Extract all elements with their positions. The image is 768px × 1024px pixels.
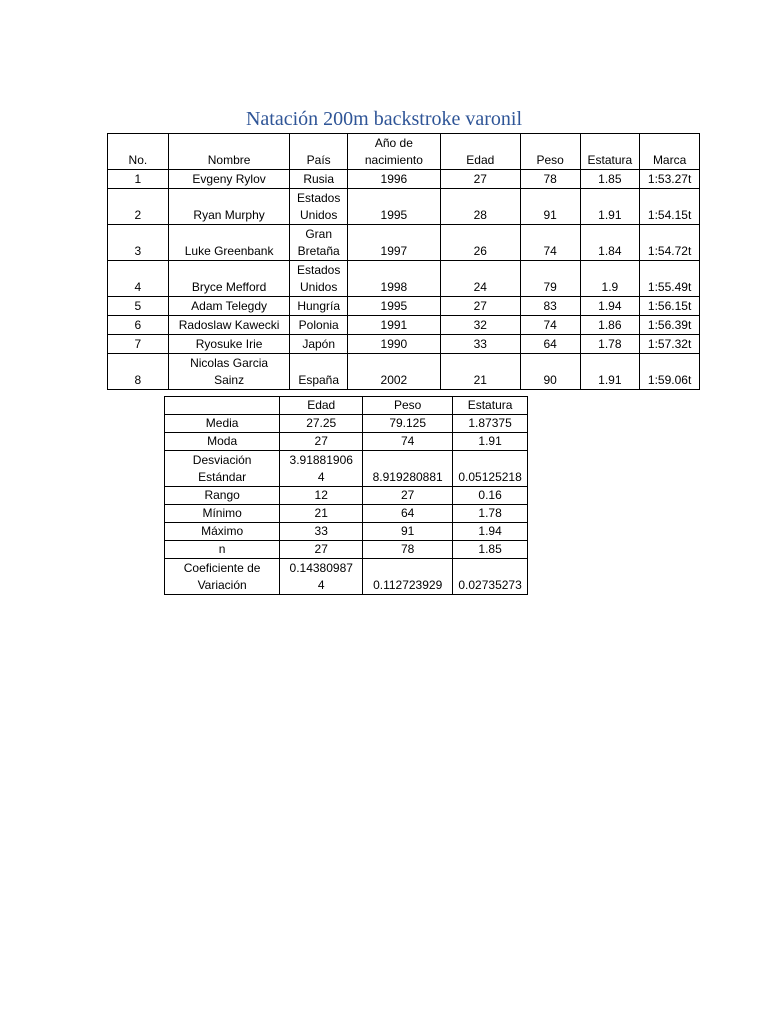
- table-row: [165, 487, 528, 505]
- table-cell: 33: [440, 335, 520, 354]
- table-cell: Coeficiente de Variación: [165, 559, 280, 595]
- table-cell: 26: [440, 225, 520, 261]
- table-cell: 0.112723929: [363, 559, 453, 595]
- table-cell: 78: [520, 170, 580, 189]
- table-row: [108, 335, 700, 354]
- table-cell: 1.94: [453, 523, 528, 541]
- table-cell: 83: [520, 297, 580, 316]
- table-row: [108, 297, 700, 316]
- table-cell: 12: [280, 487, 363, 505]
- table-row: [108, 354, 700, 390]
- table-cell: 1.84: [580, 225, 640, 261]
- table-cell: 27: [440, 170, 520, 189]
- table-cell: 28: [440, 189, 520, 225]
- table-cell: 27: [280, 541, 363, 559]
- table-cell: 79: [520, 261, 580, 297]
- table-cell: 1.91: [580, 354, 640, 390]
- table-row: [165, 541, 528, 559]
- table-cell: 4: [108, 261, 169, 297]
- table-cell: 1.78: [580, 335, 640, 354]
- results-table: [107, 133, 700, 390]
- table-row: [108, 225, 700, 261]
- table-cell: 1.9: [580, 261, 640, 297]
- table-cell: 1:54.15t: [640, 189, 700, 225]
- table-cell: 21: [440, 354, 520, 390]
- table-cell: 3.91881906 4: [280, 451, 363, 487]
- table-cell: 1.91: [453, 433, 528, 451]
- header-cell: País: [290, 134, 348, 170]
- header-cell: Marca: [640, 134, 700, 170]
- table-cell: 1.86: [580, 316, 640, 335]
- header-cell: Nombre: [168, 134, 290, 170]
- document-title: Natación 200m backstroke varonil: [245, 108, 523, 130]
- table-row: [108, 170, 700, 189]
- table-cell: 78: [363, 541, 453, 559]
- table-cell: 74: [520, 225, 580, 261]
- table-row: [165, 505, 528, 523]
- table-cell: Ryan Murphy: [168, 189, 290, 225]
- table-cell: 27.25: [280, 415, 363, 433]
- table-cell: 1.78: [453, 505, 528, 523]
- table-cell: 64: [363, 505, 453, 523]
- table-cell: 27: [363, 487, 453, 505]
- table-cell: 1:54.72t: [640, 225, 700, 261]
- table-cell: 0.16: [453, 487, 528, 505]
- table-row: [108, 316, 700, 335]
- table-cell: 3: [108, 225, 169, 261]
- table-cell: 0.02735273: [453, 559, 528, 595]
- table-cell: n: [165, 541, 280, 559]
- header-cell: Edad: [440, 134, 520, 170]
- table-cell: 5: [108, 297, 169, 316]
- header-cell: Peso: [520, 134, 580, 170]
- table-cell: 1996: [347, 170, 440, 189]
- table-cell: 1.91: [580, 189, 640, 225]
- table-cell: 1:56.15t: [640, 297, 700, 316]
- table-cell: 6: [108, 316, 169, 335]
- table-cell: Moda: [165, 433, 280, 451]
- table-cell: 8.919280881: [363, 451, 453, 487]
- table-cell: 1.87375: [453, 415, 528, 433]
- table-row: [165, 433, 528, 451]
- header-cell: Estatura: [580, 134, 640, 170]
- table-cell: 1990: [347, 335, 440, 354]
- table-row: [165, 523, 528, 541]
- table-row: [165, 451, 528, 487]
- table-cell: 1995: [347, 189, 440, 225]
- header-cell: Año de nacimiento: [347, 134, 440, 170]
- header-cell: Peso: [363, 397, 453, 415]
- table-cell: Máximo: [165, 523, 280, 541]
- header-cell: No.: [108, 134, 169, 170]
- table-cell: 0.14380987 4: [280, 559, 363, 595]
- table-row: [165, 559, 528, 595]
- table-cell: 1:56.39t: [640, 316, 700, 335]
- table-cell: Estados Unidos: [290, 261, 348, 297]
- table-cell: 1997: [347, 225, 440, 261]
- header-cell: [165, 397, 280, 415]
- table-cell: Rusia: [290, 170, 348, 189]
- table-cell: 7: [108, 335, 169, 354]
- header-row: [165, 397, 528, 415]
- table-cell: Media: [165, 415, 280, 433]
- table-cell: Adam Telegdy: [168, 297, 290, 316]
- table-cell: 1991: [347, 316, 440, 335]
- table-cell: España: [290, 354, 348, 390]
- table-cell: Desviación Estándar: [165, 451, 280, 487]
- table-cell: 32: [440, 316, 520, 335]
- table-cell: 27: [280, 433, 363, 451]
- table-cell: Hungría: [290, 297, 348, 316]
- table-cell: 1:59.06t: [640, 354, 700, 390]
- table-cell: 74: [363, 433, 453, 451]
- table-cell: 21: [280, 505, 363, 523]
- table-cell: 33: [280, 523, 363, 541]
- table-row: [165, 415, 528, 433]
- table-cell: 27: [440, 297, 520, 316]
- table-cell: 24: [440, 261, 520, 297]
- table-cell: 79.125: [363, 415, 453, 433]
- table-cell: 1998: [347, 261, 440, 297]
- table-cell: 91: [363, 523, 453, 541]
- statistics-table: [164, 396, 528, 595]
- table-cell: 1995: [347, 297, 440, 316]
- table-cell: Mínimo: [165, 505, 280, 523]
- table-cell: Bryce Mefford: [168, 261, 290, 297]
- header-row: [108, 134, 700, 170]
- table-row: [108, 189, 700, 225]
- table-cell: 74: [520, 316, 580, 335]
- table-cell: 90: [520, 354, 580, 390]
- table-cell: 1:53.27t: [640, 170, 700, 189]
- table-cell: 8: [108, 354, 169, 390]
- table-cell: 2002: [347, 354, 440, 390]
- table-cell: Estados Unidos: [290, 189, 348, 225]
- table-cell: 2: [108, 189, 169, 225]
- table-cell: 1.85: [453, 541, 528, 559]
- table-cell: 1:57.32t: [640, 335, 700, 354]
- table-row: [108, 261, 700, 297]
- table-cell: Radoslaw Kawecki: [168, 316, 290, 335]
- table-cell: Japón: [290, 335, 348, 354]
- header-cell: Estatura: [453, 397, 528, 415]
- header-cell: Edad: [280, 397, 363, 415]
- table-cell: Evgeny Rylov: [168, 170, 290, 189]
- table-cell: 91: [520, 189, 580, 225]
- table-cell: Nicolas Garcia Sainz: [168, 354, 290, 390]
- table-cell: 1.94: [580, 297, 640, 316]
- table-cell: Luke Greenbank: [168, 225, 290, 261]
- table-cell: 1.85: [580, 170, 640, 189]
- table-cell: Polonia: [290, 316, 348, 335]
- table-cell: 0.05125218: [453, 451, 528, 487]
- table-cell: Rango: [165, 487, 280, 505]
- table-cell: Ryosuke Irie: [168, 335, 290, 354]
- table-cell: 64: [520, 335, 580, 354]
- table-cell: Gran Bretaña: [290, 225, 348, 261]
- table-cell: 1:55.49t: [640, 261, 700, 297]
- table-cell: 1: [108, 170, 169, 189]
